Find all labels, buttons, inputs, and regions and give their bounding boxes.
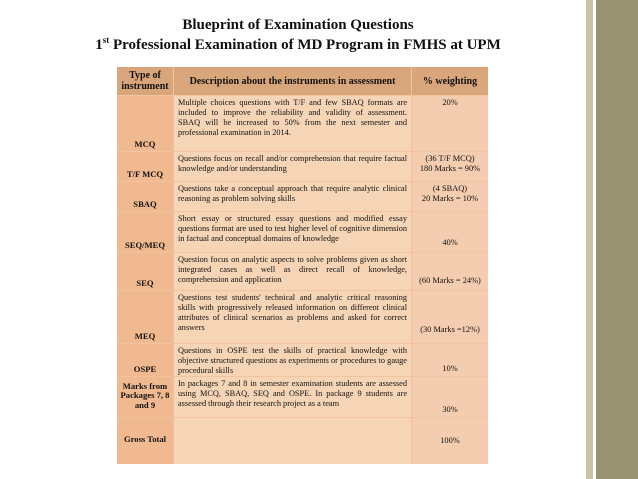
row-description: Questions focus on recall and/or comprehension that require factual knowledge and/or understanding [174, 152, 411, 181]
row-description [174, 418, 411, 464]
row-type: SEQ [117, 253, 173, 290]
row-weighting: 30% [412, 377, 488, 417]
row-weighting: 20% [412, 96, 488, 151]
row-type: SBAQ [117, 182, 173, 211]
subtitle-post: Professional Examination of MD Program in FMHS at UPM [109, 37, 501, 53]
blueprint-table [117, 67, 488, 464]
row-type: Gross Total [117, 418, 173, 464]
row-weighting: (36 T/F MCQ) 180 Marks = 90% [412, 152, 488, 181]
row-type: MEQ [117, 291, 173, 343]
row-description: Multiple choices questions with T/F and few SBAQ formats are included to improve the reliability and validity of assessment. SBAQ will be increased to 50% from the next semester and professional examination in 2014. [174, 96, 411, 151]
row-weighting: 10% [412, 344, 488, 376]
row-description: Questions in OSPE test the skills of practical knowledge with objective structured questions as experiments or procedures to gauge procedural skills [174, 344, 411, 376]
row-weighting: (30 Marks =12%) [412, 291, 488, 343]
row-description: Question focus on analytic aspects to solve problems given as short integrated cases as well as direct recall of knowledge, comprehension and application [174, 253, 411, 290]
row-weighting: (60 Marks = 24%) [412, 253, 488, 290]
row-description: Questions take a conceptual approach that require analytic clinical reasoning as problem solving skills [174, 182, 411, 211]
row-description: Short essay or structured essay questions and modified essay questions format are used to test higher level of cognitive dimension in factual and conceptual domains of knowledge [174, 212, 411, 252]
header-description: Description about the instruments in assessment [174, 67, 411, 95]
row-weighting: 100% [412, 418, 488, 464]
row-weighting: 40% [412, 212, 488, 252]
header-type: Type of instrument [117, 67, 173, 95]
row-type: OSPE [117, 344, 173, 376]
header-weighting: % weighting [412, 67, 488, 95]
row-description: Questions test students' technical and analytic critical reasoning skills with progressively released information on different clinical attributes of clinical scenarios as problems and asked for correct answers [174, 291, 411, 343]
decorative-stripe [586, 0, 593, 479]
row-type: MCQ [117, 96, 173, 151]
row-type: SEQ/MEQ [117, 212, 173, 252]
row-type: Marks from Packages 7, 8 and 9 [117, 377, 173, 417]
page-subtitle [0, 37, 596, 54]
row-weighting: (4 SBAQ) 20 Marks = 10% [412, 182, 488, 211]
page-title: Blueprint of Examination Questions [182, 17, 414, 33]
subtitle-sup: st [102, 35, 110, 45]
decorative-side-bar [596, 0, 638, 479]
subtitle-pre: 1 [95, 37, 103, 53]
row-type: T/F MCQ [117, 152, 173, 181]
row-description: In packages 7 and 8 in semester examination students are assessed using MCQ, SBAQ, SEQ and OSPE. In package 9 students are assessed through their research project as a team [174, 377, 411, 417]
